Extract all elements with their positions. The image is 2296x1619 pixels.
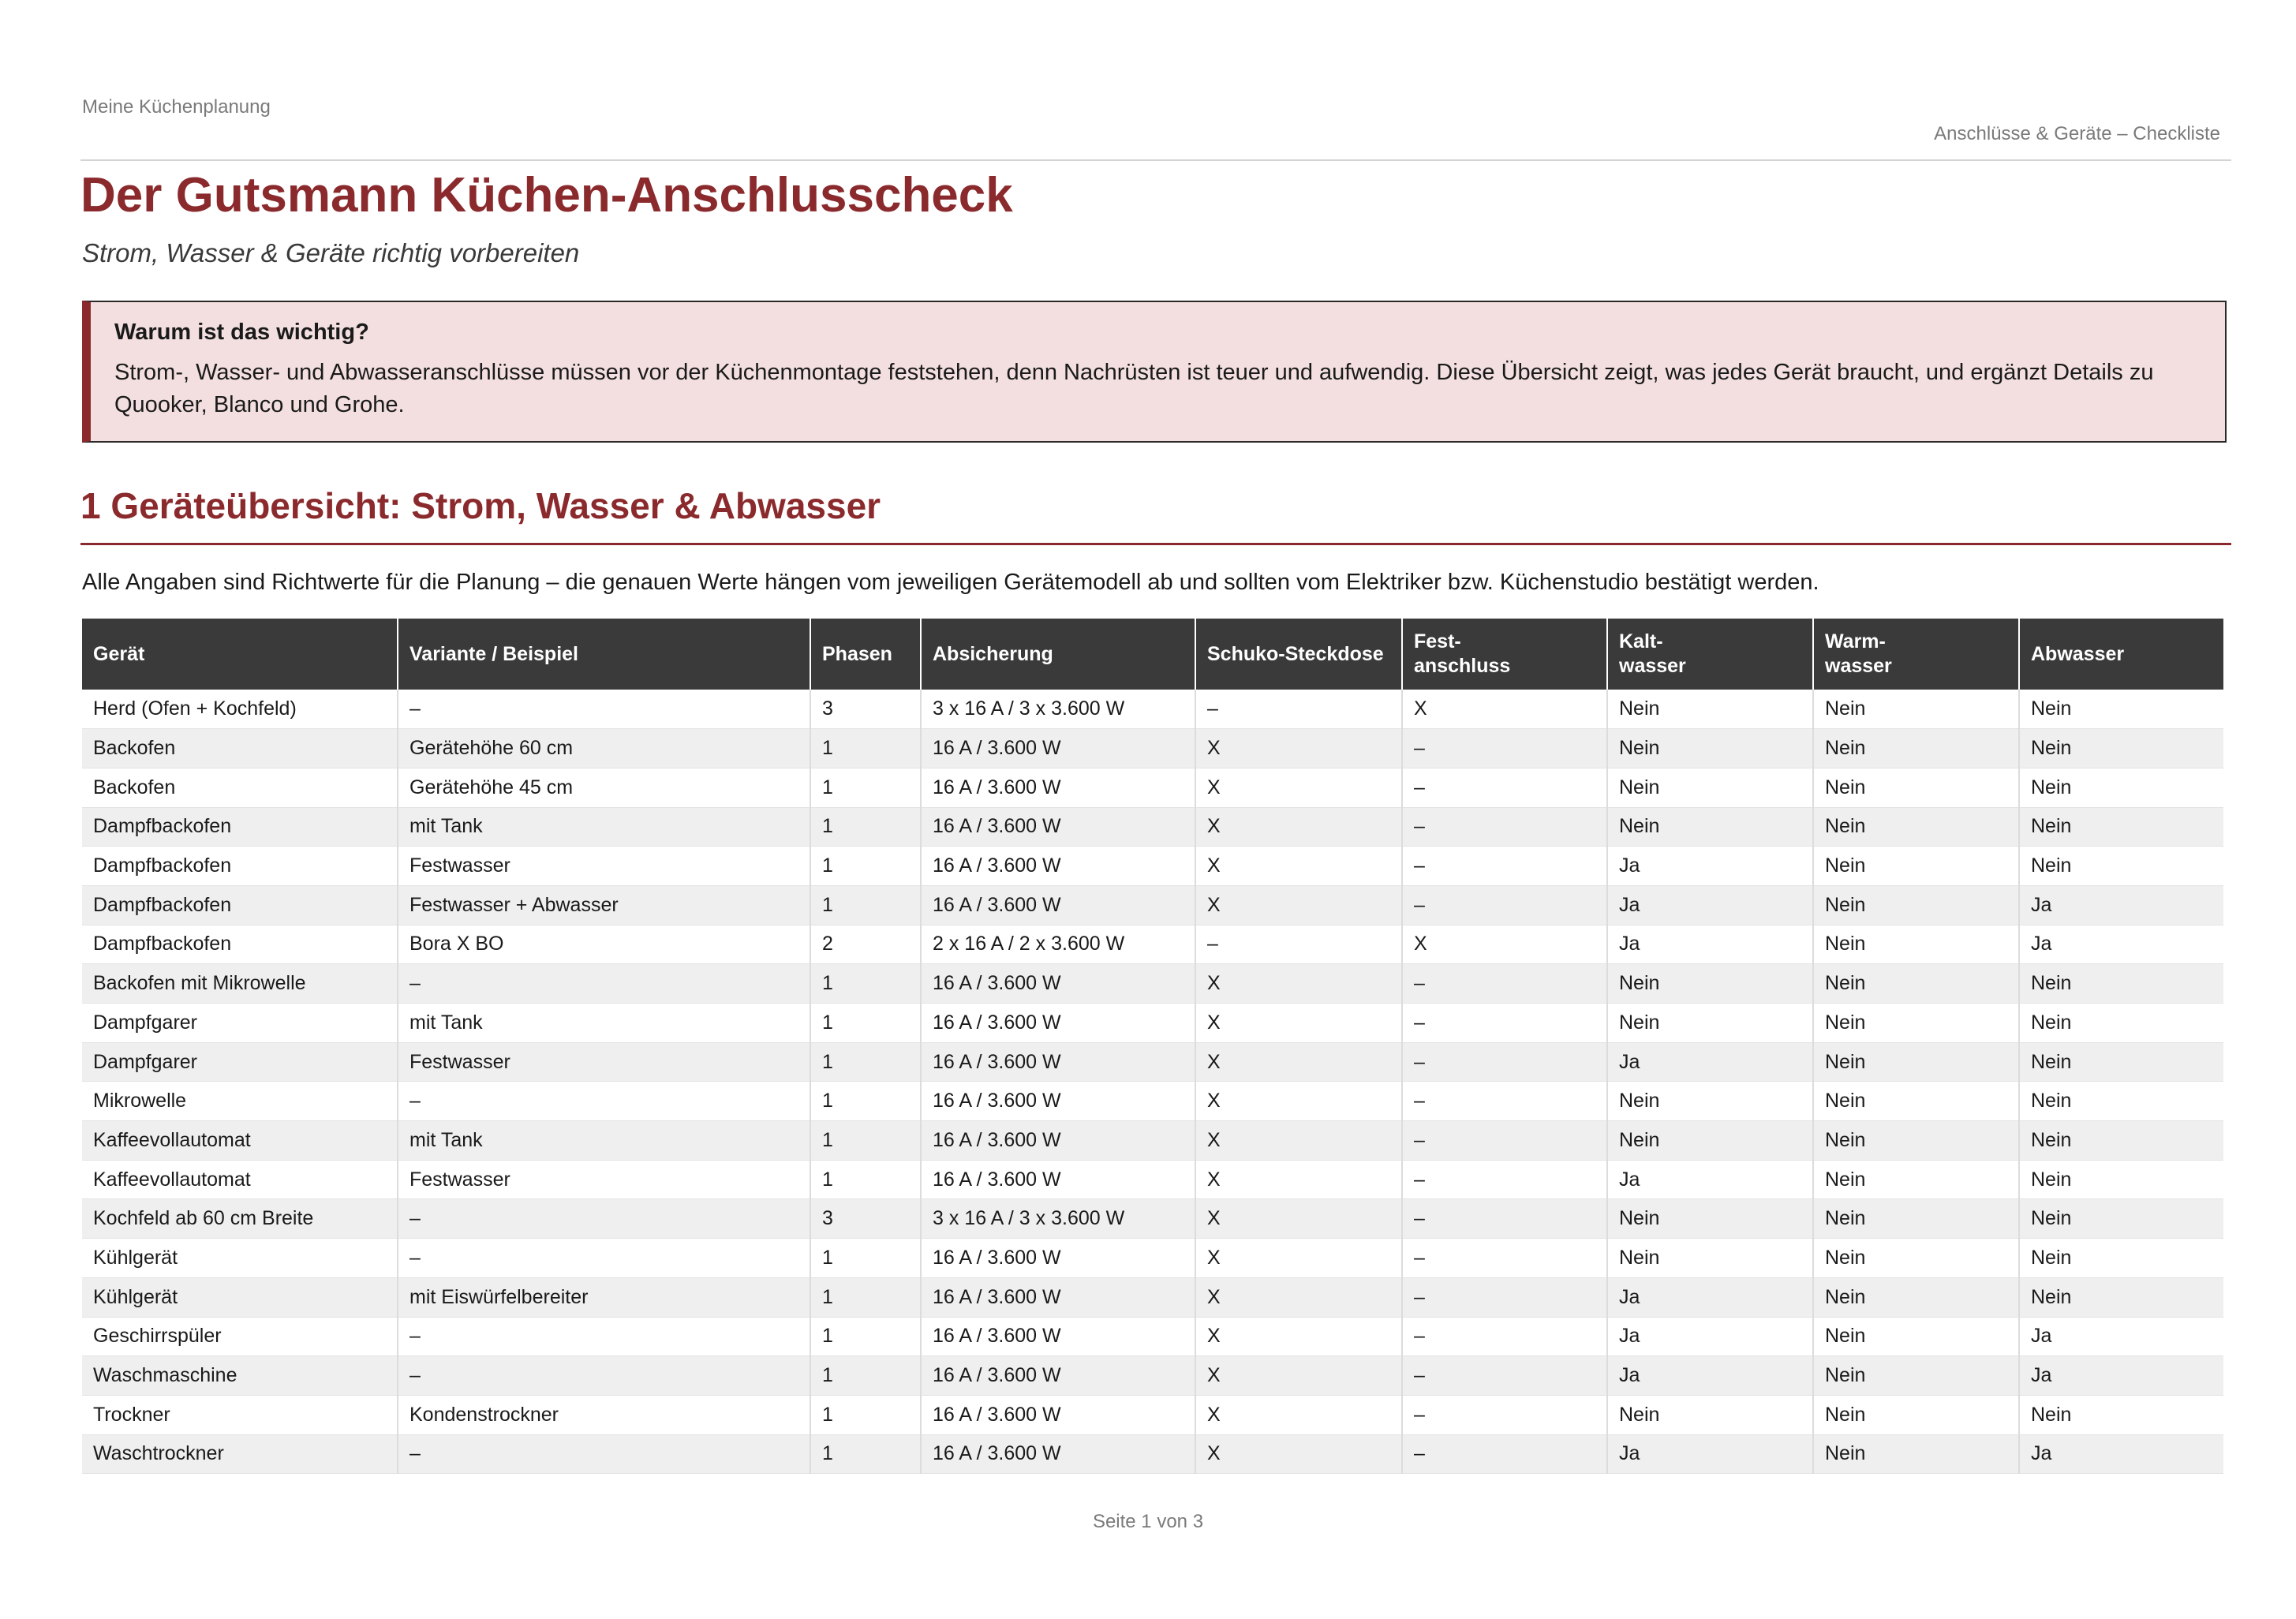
table-row bbox=[82, 885, 2223, 925]
table-cell: X bbox=[1195, 1239, 1402, 1278]
table-cell: 1 bbox=[810, 1121, 921, 1161]
table-cell: mit Tank bbox=[398, 807, 810, 847]
table-cell: 16 A / 3.600 W bbox=[921, 729, 1195, 768]
table-cell: – bbox=[398, 690, 810, 729]
table-row bbox=[82, 690, 2223, 729]
table-cell: 1 bbox=[810, 1395, 921, 1434]
table-cell: mit Eiswürfelbereiter bbox=[398, 1277, 810, 1317]
table-cell: X bbox=[1195, 768, 1402, 807]
table-cell: Nein bbox=[2019, 1121, 2223, 1161]
table-cell: Ja bbox=[1607, 1160, 1813, 1199]
table-cell: 16 A / 3.600 W bbox=[921, 1042, 1195, 1082]
table-cell: 16 A / 3.600 W bbox=[921, 1317, 1195, 1356]
table-cell: 1 bbox=[810, 1277, 921, 1317]
table-cell: Nein bbox=[2019, 1042, 2223, 1082]
table-cell: – bbox=[1402, 847, 1607, 886]
table-cell: – bbox=[1402, 1434, 1607, 1474]
table-cell: Nein bbox=[1813, 729, 2019, 768]
table-cell: Ja bbox=[2019, 925, 2223, 964]
table-cell: X bbox=[1195, 1199, 1402, 1239]
table-cell: Mikrowelle bbox=[82, 1082, 398, 1121]
table-cell: mit Tank bbox=[398, 1121, 810, 1161]
table-cell: Nein bbox=[1813, 1160, 2019, 1199]
table-cell: Nein bbox=[2019, 690, 2223, 729]
table-cell: X bbox=[1195, 1356, 1402, 1396]
table-cell: Nein bbox=[1813, 807, 2019, 847]
table-cell: 3 x 16 A / 3 x 3.600 W bbox=[921, 1199, 1195, 1239]
table-cell: – bbox=[1402, 1277, 1607, 1317]
running-header-right: Anschlüsse & Geräte – Checkliste bbox=[1934, 123, 2220, 144]
table-cell: Nein bbox=[2019, 1199, 2223, 1239]
column-header: Gerät bbox=[82, 619, 398, 690]
table-cell: – bbox=[1402, 1004, 1607, 1043]
table-cell: – bbox=[398, 1317, 810, 1356]
table-cell: Waschmaschine bbox=[82, 1356, 398, 1396]
table-cell: – bbox=[1402, 729, 1607, 768]
table-cell: 16 A / 3.600 W bbox=[921, 1004, 1195, 1043]
table-cell: Ja bbox=[2019, 1434, 2223, 1474]
table-cell: 16 A / 3.600 W bbox=[921, 1121, 1195, 1161]
table-cell: Nein bbox=[1813, 1239, 2019, 1278]
running-header-left: Meine Küchenplanung bbox=[82, 96, 271, 118]
table-cell: – bbox=[1402, 1160, 1607, 1199]
table-cell: Ja bbox=[1607, 1317, 1813, 1356]
table-cell: 16 A / 3.600 W bbox=[921, 807, 1195, 847]
table-cell: 1 bbox=[810, 885, 921, 925]
table-cell: Nein bbox=[1607, 690, 1813, 729]
table-cell: Backofen bbox=[82, 768, 398, 807]
table-cell: – bbox=[1402, 885, 1607, 925]
table-cell: – bbox=[398, 1239, 810, 1278]
callout-heading: Warum ist das wichtig? bbox=[114, 320, 369, 345]
table-cell: 16 A / 3.600 W bbox=[921, 1434, 1195, 1474]
table-cell: – bbox=[1402, 1121, 1607, 1161]
table-cell: Nein bbox=[1813, 1121, 2019, 1161]
table-cell: Nein bbox=[1813, 847, 2019, 886]
table-cell: X bbox=[1195, 1082, 1402, 1121]
table-cell: Bora X BO bbox=[398, 925, 810, 964]
table-cell: 16 A / 3.600 W bbox=[921, 1239, 1195, 1278]
table-cell: Nein bbox=[1813, 885, 2019, 925]
table-cell: Dampfbackofen bbox=[82, 807, 398, 847]
table-cell: Festwasser + Abwasser bbox=[398, 885, 810, 925]
table-cell: Nein bbox=[1813, 1277, 2019, 1317]
table-cell: 16 A / 3.600 W bbox=[921, 964, 1195, 1004]
table-row bbox=[82, 1239, 2223, 1278]
table-row bbox=[82, 729, 2223, 768]
table-cell: Nein bbox=[2019, 729, 2223, 768]
table-cell: X bbox=[1195, 1434, 1402, 1474]
table-cell: Nein bbox=[2019, 847, 2223, 886]
table-cell: Nein bbox=[2019, 1239, 2223, 1278]
table-row bbox=[82, 1434, 2223, 1474]
table-cell: 1 bbox=[810, 1004, 921, 1043]
header-divider bbox=[80, 159, 2231, 161]
table-cell: Festwasser bbox=[398, 1160, 810, 1199]
table-cell: – bbox=[1195, 690, 1402, 729]
table-cell: 16 A / 3.600 W bbox=[921, 1356, 1195, 1396]
table-cell: Kochfeld ab 60 cm Breite bbox=[82, 1199, 398, 1239]
table-cell: 1 bbox=[810, 1239, 921, 1278]
section-intro: Alle Angaben sind Richtwerte für die Planung – die genauen Werte hängen vom jeweiligen Gerätemodell ab und sollten vom Elektriker bzw. Küchenstudio bestätigt werden. bbox=[82, 570, 1819, 595]
table-cell: X bbox=[1195, 964, 1402, 1004]
table-cell: X bbox=[1195, 1160, 1402, 1199]
table-cell: – bbox=[1402, 1239, 1607, 1278]
table-cell: 2 bbox=[810, 925, 921, 964]
table-cell: Nein bbox=[1813, 1004, 2019, 1043]
table-cell: Nein bbox=[1813, 1082, 2019, 1121]
table-cell: Nein bbox=[2019, 1004, 2223, 1043]
table-cell: Ja bbox=[1607, 925, 1813, 964]
table-cell: Nein bbox=[1607, 1004, 1813, 1043]
table-cell: Kühlgerät bbox=[82, 1277, 398, 1317]
table-cell: X bbox=[1402, 925, 1607, 964]
table-cell: Nein bbox=[1813, 1395, 2019, 1434]
table-cell: Dampfbackofen bbox=[82, 847, 398, 886]
table-cell: X bbox=[1195, 1317, 1402, 1356]
table-cell: – bbox=[398, 964, 810, 1004]
table-cell: 1 bbox=[810, 964, 921, 1004]
table-cell: – bbox=[1402, 1042, 1607, 1082]
table-cell: Ja bbox=[2019, 1356, 2223, 1396]
table-row bbox=[82, 1277, 2223, 1317]
table-cell: – bbox=[1402, 1082, 1607, 1121]
table-cell: 1 bbox=[810, 1082, 921, 1121]
table-cell: Ja bbox=[1607, 885, 1813, 925]
column-header: Abwasser bbox=[2019, 619, 2223, 690]
table-cell: X bbox=[1195, 807, 1402, 847]
table-cell: 1 bbox=[810, 1317, 921, 1356]
table-row bbox=[82, 1199, 2223, 1239]
table-cell: Nein bbox=[1813, 768, 2019, 807]
table-cell: Nein bbox=[1813, 1434, 2019, 1474]
table-row bbox=[82, 964, 2223, 1004]
table-cell: Kondenstrockner bbox=[398, 1395, 810, 1434]
table-cell: X bbox=[1195, 847, 1402, 886]
table-cell: Festwasser bbox=[398, 847, 810, 886]
info-callout bbox=[82, 301, 2227, 443]
column-header: Schuko-Steckdose bbox=[1195, 619, 1402, 690]
table-cell: Nein bbox=[2019, 1082, 2223, 1121]
table-cell: Nein bbox=[1813, 1042, 2019, 1082]
column-header: Fest- anschluss bbox=[1402, 619, 1607, 690]
table-cell: Gerätehöhe 45 cm bbox=[398, 768, 810, 807]
column-header: Absicherung bbox=[921, 619, 1195, 690]
table-cell: – bbox=[1402, 1356, 1607, 1396]
table-cell: Nein bbox=[1813, 1199, 2019, 1239]
table-cell: Kühlgerät bbox=[82, 1239, 398, 1278]
table-cell: X bbox=[1195, 729, 1402, 768]
table-row bbox=[82, 807, 2223, 847]
section-divider bbox=[80, 543, 2231, 545]
table-cell: Ja bbox=[2019, 885, 2223, 925]
table-cell: Nein bbox=[2019, 1160, 2223, 1199]
table-cell: Geschirrspüler bbox=[82, 1317, 398, 1356]
callout-body: Strom-, Wasser- und Abwasseranschlüsse müssen vor der Küchenmontage feststehen, denn Nachrüsten ist teuer und aufwendig. Diese Übersicht zeigt, was jedes Gerät braucht, und ergänzt Details zu Quooker, Blanco und Grohe. bbox=[114, 360, 2154, 417]
table-row bbox=[82, 768, 2223, 807]
table-row bbox=[82, 1082, 2223, 1121]
table-cell: X bbox=[1195, 1395, 1402, 1434]
table-cell: – bbox=[398, 1356, 810, 1396]
table-cell: Backofen mit Mikrowelle bbox=[82, 964, 398, 1004]
table-cell: 1 bbox=[810, 1356, 921, 1396]
table-cell: – bbox=[1195, 925, 1402, 964]
table-cell: 2 x 16 A / 2 x 3.600 W bbox=[921, 925, 1195, 964]
table-row bbox=[82, 1004, 2223, 1043]
table-cell: Nein bbox=[2019, 964, 2223, 1004]
table-row bbox=[82, 1395, 2223, 1434]
column-header: Phasen bbox=[810, 619, 921, 690]
table-cell: 16 A / 3.600 W bbox=[921, 1277, 1195, 1317]
table-cell: – bbox=[1402, 1317, 1607, 1356]
table-cell: Ja bbox=[1607, 1042, 1813, 1082]
table-cell: Ja bbox=[1607, 1277, 1813, 1317]
table-row bbox=[82, 1160, 2223, 1199]
table-cell: – bbox=[1402, 1395, 1607, 1434]
table-cell: Nein bbox=[2019, 807, 2223, 847]
table-cell: 1 bbox=[810, 847, 921, 886]
page-number: Seite 1 von 3 bbox=[1092, 1511, 1204, 1532]
table-cell: Backofen bbox=[82, 729, 398, 768]
table-cell: 16 A / 3.600 W bbox=[921, 768, 1195, 807]
table-cell: 1 bbox=[810, 1042, 921, 1082]
table-cell: Ja bbox=[2019, 1317, 2223, 1356]
table-cell: Kaffeevollautomat bbox=[82, 1160, 398, 1199]
table-body bbox=[82, 690, 2223, 1474]
table-row bbox=[82, 1042, 2223, 1082]
table-cell: X bbox=[1195, 1004, 1402, 1043]
table-cell: Dampfbackofen bbox=[82, 925, 398, 964]
table-cell: Nein bbox=[2019, 1277, 2223, 1317]
table-cell: Trockner bbox=[82, 1395, 398, 1434]
table-cell: 1 bbox=[810, 768, 921, 807]
table-cell: X bbox=[1195, 1042, 1402, 1082]
table-row bbox=[82, 847, 2223, 886]
table-cell: Ja bbox=[1607, 847, 1813, 886]
table-row bbox=[82, 925, 2223, 964]
table-cell: Ja bbox=[1607, 1356, 1813, 1396]
table-cell: 16 A / 3.600 W bbox=[921, 1160, 1195, 1199]
table-cell: Nein bbox=[1607, 1239, 1813, 1278]
table-cell: Gerätehöhe 60 cm bbox=[398, 729, 810, 768]
table-cell: Nein bbox=[1607, 964, 1813, 1004]
table-cell: Dampfbackofen bbox=[82, 885, 398, 925]
table-cell: Nein bbox=[1607, 768, 1813, 807]
table-cell: X bbox=[1195, 1277, 1402, 1317]
table-cell: – bbox=[398, 1082, 810, 1121]
table-cell: Festwasser bbox=[398, 1042, 810, 1082]
table-cell: Nein bbox=[1607, 729, 1813, 768]
table-cell: – bbox=[1402, 768, 1607, 807]
table-cell: Nein bbox=[1813, 1317, 2019, 1356]
table-cell: 1 bbox=[810, 1434, 921, 1474]
table-cell: 16 A / 3.600 W bbox=[921, 885, 1195, 925]
table-cell: Kaffeevollautomat bbox=[82, 1121, 398, 1161]
table-row bbox=[82, 1317, 2223, 1356]
table-cell: X bbox=[1402, 690, 1607, 729]
table-cell: X bbox=[1195, 885, 1402, 925]
column-header: Kalt- wasser bbox=[1607, 619, 1813, 690]
table-cell: X bbox=[1195, 1121, 1402, 1161]
table-cell: – bbox=[398, 1434, 810, 1474]
table-cell: Nein bbox=[2019, 768, 2223, 807]
table-header-row bbox=[82, 619, 2223, 690]
table-cell: – bbox=[1402, 964, 1607, 1004]
table-cell: 1 bbox=[810, 1160, 921, 1199]
column-header: Warm- wasser bbox=[1813, 619, 2019, 690]
appliance-table bbox=[82, 619, 2223, 1474]
table-cell: Waschtrockner bbox=[82, 1434, 398, 1474]
table-cell: Dampfgarer bbox=[82, 1042, 398, 1082]
table-cell: 1 bbox=[810, 807, 921, 847]
table-row bbox=[82, 1356, 2223, 1396]
column-header: Variante / Beispiel bbox=[398, 619, 810, 690]
table-cell: Nein bbox=[1813, 690, 2019, 729]
section-heading: 1 Geräteübersicht: Strom, Wasser & Abwasser bbox=[80, 485, 881, 526]
table-cell: mit Tank bbox=[398, 1004, 810, 1043]
table-cell: Nein bbox=[1607, 1395, 1813, 1434]
table-cell: Nein bbox=[1607, 1199, 1813, 1239]
table-cell: Nein bbox=[1813, 964, 2019, 1004]
table-cell: Nein bbox=[1813, 925, 2019, 964]
table-cell: 3 bbox=[810, 1199, 921, 1239]
table-cell: Dampfgarer bbox=[82, 1004, 398, 1043]
table-cell: 16 A / 3.600 W bbox=[921, 1082, 1195, 1121]
table-cell: Nein bbox=[1607, 1121, 1813, 1161]
page-subtitle: Strom, Wasser & Geräte richtig vorbereiten bbox=[82, 238, 580, 267]
table-cell: – bbox=[398, 1199, 810, 1239]
table-cell: 16 A / 3.600 W bbox=[921, 847, 1195, 886]
table-row bbox=[82, 1121, 2223, 1161]
table-cell: – bbox=[1402, 807, 1607, 847]
table-cell: 3 bbox=[810, 690, 921, 729]
table-cell: 3 x 16 A / 3 x 3.600 W bbox=[921, 690, 1195, 729]
table-cell: Nein bbox=[1607, 807, 1813, 847]
table-cell: Ja bbox=[1607, 1434, 1813, 1474]
table-cell: 1 bbox=[810, 729, 921, 768]
page-title: Der Gutsmann Küchen-Anschlusscheck bbox=[80, 168, 1013, 222]
table-cell: Nein bbox=[1813, 1356, 2019, 1396]
table-cell: Nein bbox=[1607, 1082, 1813, 1121]
table-cell: 16 A / 3.600 W bbox=[921, 1395, 1195, 1434]
table-cell: Herd (Ofen + Kochfeld) bbox=[82, 690, 398, 729]
table-cell: – bbox=[1402, 1199, 1607, 1239]
table-cell: Nein bbox=[2019, 1395, 2223, 1434]
